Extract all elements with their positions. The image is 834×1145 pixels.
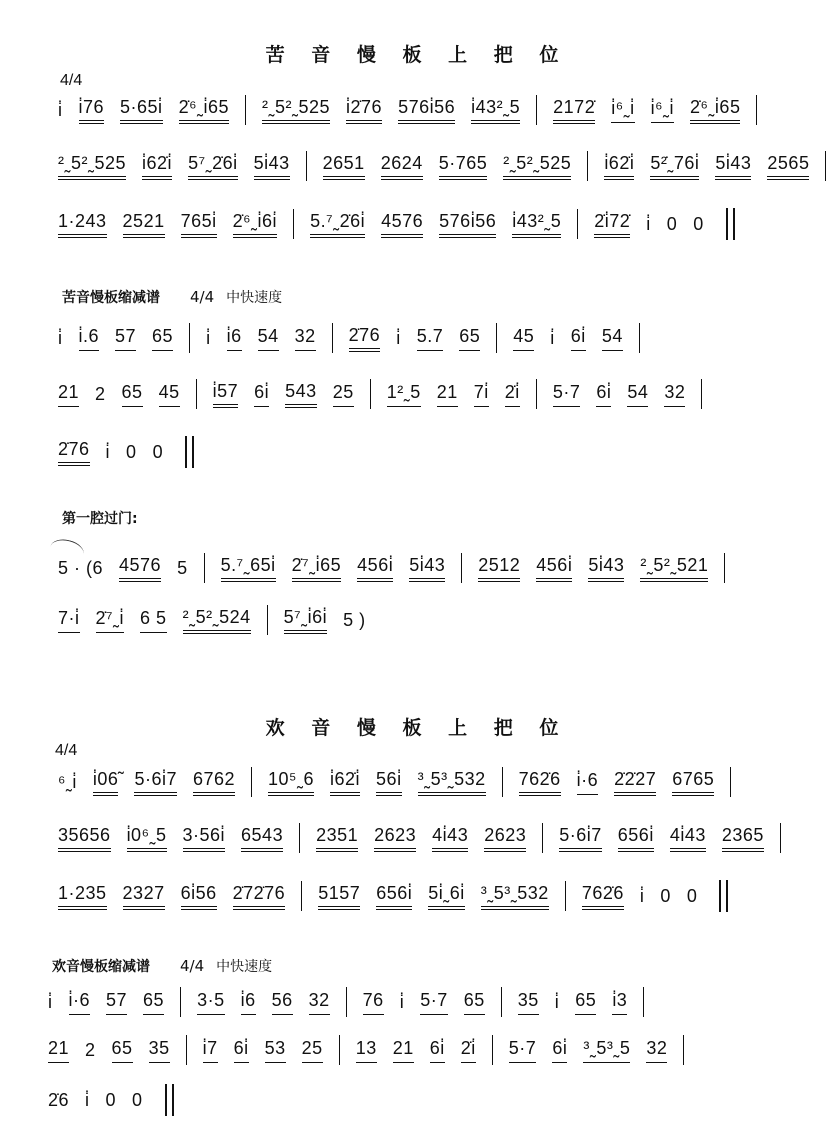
- note-group: 21: [48, 1037, 69, 1063]
- barline: [346, 987, 347, 1017]
- note-group: 25: [302, 1037, 323, 1063]
- note-group: i̇6: [241, 989, 256, 1015]
- note-group: i̇6: [227, 325, 242, 351]
- note-group: 5·7: [553, 381, 581, 407]
- note-group: 2̇⁷˷i̇65: [292, 554, 342, 582]
- note-group: 65: [464, 989, 485, 1015]
- note-group: i̇: [646, 214, 651, 234]
- note-group: 10⁵˷6: [268, 768, 314, 796]
- subhead-tempo: 中快速度: [226, 290, 283, 306]
- note-group: ³˷5³˷5: [583, 1037, 630, 1063]
- note-group: 32: [646, 1037, 667, 1063]
- final-barline: [719, 880, 728, 912]
- note-group: i̇: [58, 328, 63, 348]
- note-group: 2521: [123, 210, 165, 238]
- barline: [332, 323, 333, 353]
- note-group: 53: [265, 1037, 286, 1063]
- score-row: [58, 146, 834, 186]
- note-group: 1²˷5: [387, 381, 421, 407]
- note-group: i̇: [639, 886, 645, 906]
- note-group: 1·235: [58, 882, 107, 910]
- note-group: 5·65i̇: [120, 96, 163, 124]
- note-group: 2̇i̇: [461, 1037, 476, 1063]
- note-group: 0: [105, 1090, 117, 1110]
- barline: [461, 553, 462, 583]
- note-group: 5i̇43: [588, 554, 624, 582]
- note-group: 5·6i̇7: [559, 824, 602, 852]
- note-group: i̇⁶˷i̇: [611, 97, 634, 123]
- note-group: i̇: [550, 328, 555, 348]
- barline: [730, 767, 731, 797]
- barline: [370, 379, 371, 409]
- score-row: [58, 432, 194, 472]
- barline: [299, 823, 300, 853]
- note-group: i̇57: [213, 380, 239, 408]
- note-group: 2624: [381, 152, 423, 180]
- note-group: 65: [575, 989, 596, 1015]
- note-group: ³˷5³˷532: [481, 882, 549, 910]
- barline: [180, 987, 181, 1017]
- note-group: 0: [686, 886, 698, 906]
- note-group: 3·5: [197, 989, 225, 1015]
- note-group: i̇: [554, 992, 560, 1012]
- note-group: 2̇72̇76: [233, 882, 286, 910]
- barline: [301, 881, 302, 911]
- note-group: 2̇⁶˷i̇65: [690, 96, 740, 124]
- note-group: 3·56i̇: [183, 824, 226, 852]
- subhead-title: 苦音慢板缩减谱: [62, 290, 160, 306]
- note-group: ²˷5²˷525: [58, 152, 126, 180]
- barline: [502, 767, 503, 797]
- note-group: 2: [95, 384, 106, 404]
- note-group: 2623: [484, 824, 526, 852]
- note-group: 456i̇: [357, 554, 393, 582]
- barline: [293, 209, 294, 239]
- note-group: ⁶˷i̇: [58, 772, 77, 792]
- score-row: [58, 600, 382, 640]
- barline: [536, 379, 537, 409]
- barline: [196, 379, 197, 409]
- note-group: 576i̇56: [398, 96, 455, 124]
- interlude-title: 第一腔过门:: [62, 511, 138, 527]
- note-group: 0: [666, 214, 678, 234]
- final-barline: [726, 208, 735, 240]
- note-group: 5·7: [420, 989, 448, 1015]
- note-group: 35: [149, 1037, 170, 1063]
- note-group: 32: [295, 325, 316, 351]
- section1-title: 苦 音 慢 板 上 把 位: [265, 44, 569, 66]
- note-group: 0: [660, 886, 671, 906]
- note-group: i̇43²˷5: [512, 210, 561, 238]
- note-group: i̇: [105, 442, 111, 462]
- note-group: 2365: [722, 824, 764, 852]
- score-row: [48, 982, 660, 1022]
- note-group: 6i̇: [571, 325, 586, 351]
- note-group: 4i̇43: [432, 824, 468, 852]
- note-group: 2̇2̇27: [614, 768, 656, 796]
- barline: [577, 209, 578, 239]
- note-group: 6i̇: [234, 1037, 249, 1063]
- note-group: 13: [356, 1037, 377, 1063]
- note-group: 576i̇56: [439, 210, 496, 238]
- note-group: 5⁷˷2̇6i̇: [188, 152, 238, 180]
- note-group: i̇⁶˷i̇: [651, 97, 674, 123]
- barline: [756, 95, 757, 125]
- note-group: i̇.6: [79, 325, 100, 351]
- note-group: 4i̇43: [670, 824, 706, 852]
- note-group: i̇06̃: [93, 768, 119, 796]
- note-group: 2327: [123, 882, 165, 910]
- note-group: 65: [122, 381, 143, 407]
- score-row: [58, 204, 735, 244]
- note-group: 456i̇: [536, 554, 572, 582]
- note-group: 5.7: [417, 325, 444, 351]
- note-group: 56: [272, 989, 293, 1015]
- note-group: 2̇⁶˷i̇65: [179, 96, 229, 124]
- note-group: 6762: [193, 768, 235, 796]
- note-group: 54: [602, 325, 623, 351]
- note-group: 7i̇: [474, 381, 489, 407]
- note-group: i̇62̇i̇: [604, 152, 634, 180]
- final-barline: [165, 1084, 174, 1116]
- note-group: 57: [106, 989, 127, 1015]
- note-group: 2: [85, 1040, 96, 1060]
- note-group: 65: [143, 989, 164, 1015]
- note-group: 2̇76: [58, 438, 90, 466]
- note-group: 5: [177, 558, 188, 578]
- subhead-meter: 4/4: [190, 288, 215, 306]
- note-group: 5i̇˷6i̇: [428, 882, 465, 910]
- score-row: [58, 318, 656, 358]
- barline: [780, 823, 781, 853]
- note-group: 656i̇: [376, 882, 412, 910]
- barline: [251, 767, 252, 797]
- note-group: 5²̇˷76i̇: [650, 152, 699, 180]
- note-group: i̇43²˷5: [471, 96, 520, 124]
- subhead-meter: 4/4: [180, 957, 205, 975]
- note-group: 0: [693, 214, 704, 234]
- note-group: ²˷5²˷521: [640, 554, 708, 582]
- section1-meter: 4/4: [60, 72, 83, 89]
- note-group: i̇: [85, 1090, 90, 1110]
- note-group: 57: [115, 325, 136, 351]
- note-group: 76: [363, 989, 384, 1015]
- note-group: 65: [459, 325, 480, 351]
- note-group: 7·i̇: [58, 607, 80, 633]
- note-group: ²˷5²˷525: [503, 152, 571, 180]
- note-group: 45: [159, 381, 180, 407]
- note-group: 5 ): [343, 610, 366, 630]
- barline: [339, 1035, 340, 1065]
- note-group: 0: [126, 442, 137, 462]
- note-group: 6i̇: [430, 1037, 445, 1063]
- note-group: 2̇i̇: [505, 381, 520, 407]
- note-group: 0: [132, 1090, 143, 1110]
- score-row: [58, 818, 797, 858]
- note-group: 5⁷˷i̇6i̇: [284, 606, 328, 634]
- note-group: i̇2̇76: [346, 96, 382, 124]
- note-group: 765i̇: [181, 210, 217, 238]
- note-group: 5 · (6: [58, 558, 104, 578]
- barline: [587, 151, 588, 181]
- barline: [496, 323, 497, 353]
- note-group: 5157: [318, 882, 360, 910]
- note-group: 65: [152, 325, 173, 351]
- barline: [643, 987, 644, 1017]
- note-group: 5i̇43: [409, 554, 445, 582]
- barline: [683, 1035, 684, 1065]
- note-group: 6765: [672, 768, 714, 796]
- note-group: 0: [152, 442, 164, 462]
- note-group: 543: [285, 380, 317, 408]
- note-group: 35: [518, 989, 539, 1015]
- note-group: 2̇⁷˷i̇: [96, 607, 125, 633]
- barline: [701, 379, 702, 409]
- note-group: 2565: [767, 152, 809, 180]
- section2-meter: 4/4: [55, 742, 78, 759]
- section2-reduced-header: [52, 956, 272, 976]
- barline: [825, 151, 826, 181]
- note-group: 6i̇: [552, 1037, 567, 1063]
- note-group: i̇0⁶˷5: [127, 824, 167, 852]
- note-group: ²˷5²˷525: [262, 96, 330, 124]
- interlude-header: [62, 508, 138, 528]
- note-group: i̇3: [612, 989, 627, 1015]
- barline: [189, 323, 190, 353]
- note-group: 6i̇: [596, 381, 611, 407]
- note-group: 656i̇: [618, 824, 654, 852]
- final-barline: [185, 436, 194, 468]
- note-group: 5i̇43: [715, 152, 751, 180]
- score-row: [48, 1080, 174, 1120]
- barline: [536, 95, 537, 125]
- score-row: [58, 90, 773, 130]
- section1-reduced-header: [62, 287, 282, 307]
- note-group: 5·765: [439, 152, 488, 180]
- note-group: 6543: [241, 824, 283, 852]
- barline: [186, 1035, 187, 1065]
- barline: [492, 1035, 493, 1065]
- note-group: i̇: [399, 992, 405, 1012]
- note-group: i̇62̇i̇: [330, 768, 360, 796]
- score-row: [48, 1030, 700, 1070]
- note-group: 21: [393, 1037, 414, 1063]
- note-group: 5·7: [509, 1037, 537, 1063]
- note-group: 54: [258, 325, 279, 351]
- note-group: 2̇i̇72̇: [594, 210, 630, 238]
- note-group: 5.⁷˷2̇6i̇: [310, 210, 365, 238]
- barline: [245, 95, 246, 125]
- score-row: [58, 876, 728, 916]
- note-group: 54: [627, 381, 648, 407]
- note-group: 45: [513, 325, 534, 351]
- note-group: 2̇6: [48, 1090, 70, 1110]
- note-group: 32: [664, 381, 685, 407]
- note-group: i̇76: [79, 96, 105, 124]
- note-group: i̇·6: [69, 989, 91, 1015]
- note-group: i̇: [48, 992, 53, 1012]
- barline: [306, 151, 307, 181]
- barline: [542, 823, 543, 853]
- note-group: 762̇6: [582, 882, 624, 910]
- score-row: [58, 374, 718, 414]
- note-group: i̇·6: [577, 769, 599, 795]
- note-group: 6 5: [140, 607, 167, 633]
- note-group: 1·243: [58, 210, 107, 238]
- note-group: 2651: [323, 152, 365, 180]
- note-group: 762̇6: [519, 768, 561, 796]
- barline: [501, 987, 502, 1017]
- section2-title: 欢 音 慢 板 上 把 位: [265, 717, 569, 739]
- note-group: ²˷5²˷524: [183, 606, 251, 634]
- barline: [565, 881, 566, 911]
- note-group: 4576: [119, 554, 161, 582]
- note-group: ³˷5³˷532: [418, 768, 486, 796]
- note-group: 56i̇: [376, 768, 402, 796]
- note-group: 2623: [374, 824, 416, 852]
- note-group: 6i̇56: [181, 882, 217, 910]
- subhead-title: 欢音慢板缩减谱: [52, 959, 150, 975]
- note-group: 32: [309, 989, 330, 1015]
- note-group: i̇62̇i̇: [142, 152, 172, 180]
- note-group: 35656: [58, 824, 111, 852]
- note-group: 6i̇: [254, 381, 269, 407]
- barline: [639, 323, 640, 353]
- note-group: 2̇76: [349, 324, 381, 352]
- barline: [724, 553, 725, 583]
- note-group: 2351: [316, 824, 358, 852]
- note-group: 2172̇: [553, 96, 595, 124]
- note-group: 5.⁷˷65i̇: [221, 554, 276, 582]
- note-group: 4576: [381, 210, 423, 238]
- score-row: [58, 548, 741, 588]
- note-group: 5i̇43: [254, 152, 290, 180]
- note-group: 5·6i̇7: [134, 768, 177, 796]
- note-group: 21: [437, 381, 458, 407]
- note-group: 25: [333, 381, 354, 407]
- subhead-tempo: 中快速度: [216, 959, 273, 975]
- barline: [204, 553, 205, 583]
- note-group: i̇7: [203, 1037, 218, 1063]
- barline: [267, 605, 268, 635]
- note-group: i̇: [58, 100, 63, 120]
- note-group: 21: [58, 381, 79, 407]
- note-group: 65: [112, 1037, 133, 1063]
- note-group: i̇: [206, 328, 211, 348]
- score-row: [58, 762, 747, 802]
- note-group: 2512: [478, 554, 520, 582]
- note-group: 2̇⁶˷i̇6i̇: [233, 210, 277, 238]
- note-group: i̇: [396, 328, 401, 348]
